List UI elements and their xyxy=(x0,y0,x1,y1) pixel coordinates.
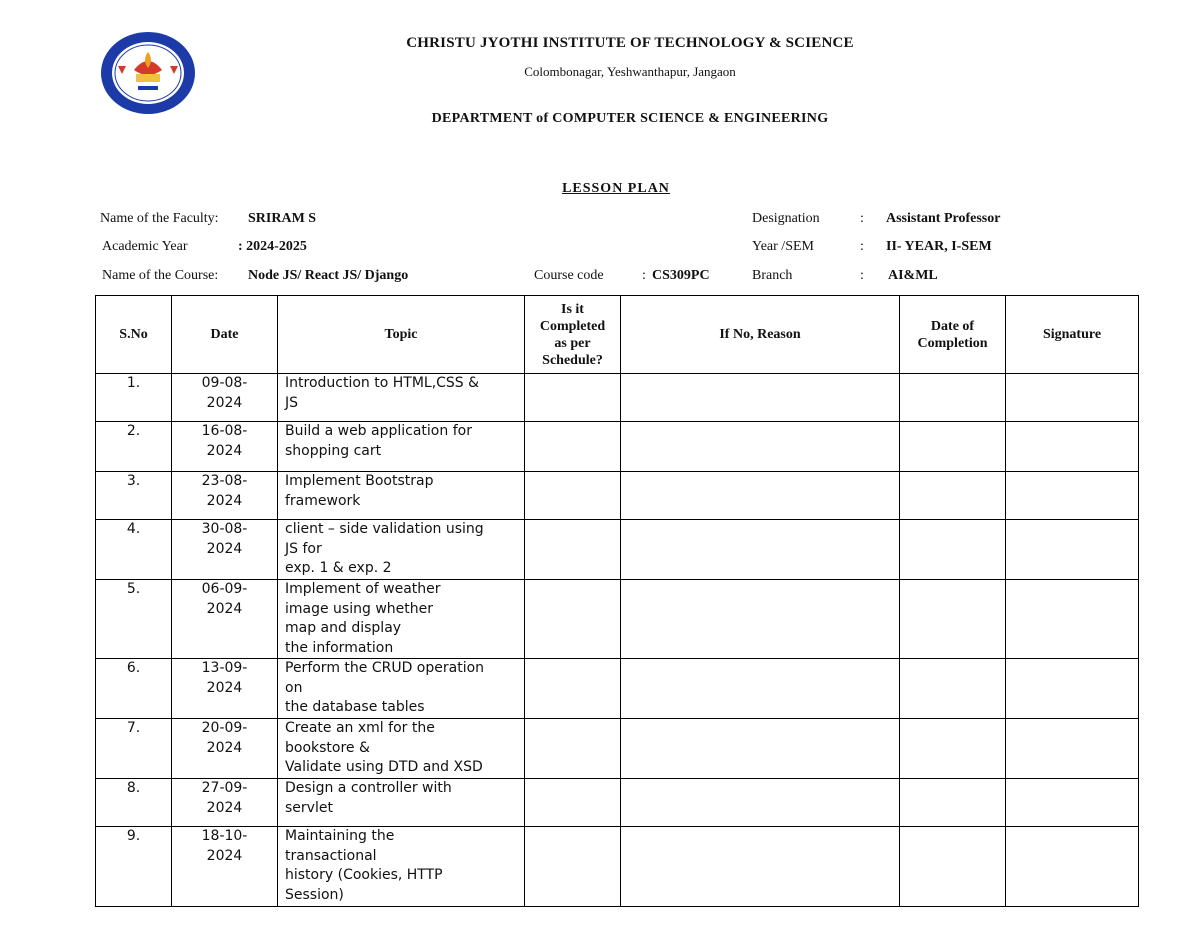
row-completed xyxy=(525,779,621,827)
row-date-of-completion xyxy=(900,659,1006,719)
row-reason xyxy=(621,827,900,907)
row-reason xyxy=(621,472,900,520)
row-date: 30-08- 2024 xyxy=(172,520,278,580)
branch-label: Branch xyxy=(752,268,793,283)
row-date-of-completion xyxy=(900,422,1006,472)
academic-year-value: : 2024-2025 xyxy=(238,239,307,254)
branch-colon: : xyxy=(860,268,864,283)
table-header-row xyxy=(96,296,1139,374)
row-reason xyxy=(621,719,900,779)
row-completed xyxy=(525,719,621,779)
course-value: Node JS/ React JS/ Django xyxy=(248,268,409,283)
table-row xyxy=(96,719,1139,779)
header-date: Date xyxy=(172,296,278,374)
course-label: Name of the Course: xyxy=(102,268,219,283)
row-sno: 6. xyxy=(96,659,172,719)
row-signature xyxy=(1006,827,1139,907)
table-row xyxy=(96,659,1139,719)
row-signature xyxy=(1006,719,1139,779)
header-completed-line: Is it xyxy=(561,301,584,317)
row-sno: 2. xyxy=(96,422,172,472)
row-topic: Design a controller with servlet xyxy=(278,779,525,827)
row-signature xyxy=(1006,520,1139,580)
row-reason xyxy=(621,422,900,472)
header-completed-line: as per xyxy=(554,335,591,351)
row-sno: 1. xyxy=(96,374,172,422)
row-sno: 8. xyxy=(96,779,172,827)
row-date-of-completion xyxy=(900,374,1006,422)
designation-value: Assistant Professor xyxy=(886,211,1001,226)
row-topic: Implement Bootstrap framework xyxy=(278,472,525,520)
row-topic: Maintaining the transactional history (Cookies, HTTP Session) xyxy=(278,827,525,907)
course-code-value: CS309PC xyxy=(652,268,710,283)
row-topic: Introduction to HTML,CSS & JS xyxy=(278,374,525,422)
row-date: 06-09- 2024 xyxy=(172,580,278,659)
row-topic: Implement of weather image using whether map and display the information xyxy=(278,580,525,659)
row-sno: 4. xyxy=(96,520,172,580)
table-row xyxy=(96,779,1139,827)
row-signature xyxy=(1006,580,1139,659)
table-row xyxy=(96,580,1139,659)
faculty-value: SRIRAM S xyxy=(248,211,317,226)
header-date-of-completion xyxy=(900,296,1006,374)
year-sem-colon: : xyxy=(860,239,864,254)
branch-value: AI&ML xyxy=(888,268,938,283)
department-name: DEPARTMENT of COMPUTER SCIENCE & ENGINEERING xyxy=(431,111,829,126)
row-topic: Create an xml for the bookstore & Validate using DTD and XSD xyxy=(278,719,525,779)
header-sno: S.No xyxy=(96,296,172,374)
row-sno: 3. xyxy=(96,472,172,520)
row-signature xyxy=(1006,472,1139,520)
row-topic: Build a web application for shopping cart xyxy=(278,422,525,472)
row-date-of-completion xyxy=(900,520,1006,580)
table-row xyxy=(96,827,1139,907)
row-reason xyxy=(621,520,900,580)
row-sno: 9. xyxy=(96,827,172,907)
row-date: 20-09- 2024 xyxy=(172,719,278,779)
row-date-of-completion xyxy=(900,779,1006,827)
row-date-of-completion xyxy=(900,827,1006,907)
header-signature: Signature xyxy=(1006,296,1139,374)
row-completed xyxy=(525,520,621,580)
row-date: 23-08- 2024 xyxy=(172,472,278,520)
row-date-of-completion xyxy=(900,580,1006,659)
institute-name: CHRISTU JYOTHI INSTITUTE OF TECHNOLOGY & SCIENCE xyxy=(406,35,854,51)
row-reason xyxy=(621,659,900,719)
header-reason: If No, Reason xyxy=(621,296,900,374)
table-body xyxy=(96,374,1139,907)
row-date: 09-08- 2024 xyxy=(172,374,278,422)
table-row xyxy=(96,422,1139,472)
row-sno: 7. xyxy=(96,719,172,779)
table-row xyxy=(96,472,1139,520)
year-sem-value: II- YEAR, I-SEM xyxy=(886,239,992,254)
row-reason xyxy=(621,779,900,827)
row-reason xyxy=(621,374,900,422)
header-completed-line: Schedule? xyxy=(542,352,603,368)
row-signature xyxy=(1006,659,1139,719)
row-date-of-completion xyxy=(900,719,1006,779)
row-signature xyxy=(1006,374,1139,422)
header-topic: Topic xyxy=(278,296,525,374)
row-date-of-completion xyxy=(900,472,1006,520)
lesson-plan-table xyxy=(95,295,1139,907)
course-code-colon: : xyxy=(642,268,646,283)
designation-label: Designation xyxy=(752,211,820,226)
row-topic: client – side validation using JS for exp. 1 & exp. 2 xyxy=(278,520,525,580)
row-signature xyxy=(1006,779,1139,827)
academic-year-label: Academic Year xyxy=(102,239,188,254)
header-completed-line: Completed xyxy=(539,318,606,334)
row-topic: Perform the CRUD operation on the database tables xyxy=(278,659,525,719)
row-completed xyxy=(525,472,621,520)
row-date: 13-09- 2024 xyxy=(172,659,278,719)
row-date: 16-08- 2024 xyxy=(172,422,278,472)
institute-address: Colombonagar, Yeshwanthapur, Jangaon xyxy=(524,64,736,79)
row-completed xyxy=(525,659,621,719)
header-doc-line: Date of xyxy=(930,318,975,334)
row-date: 18-10- 2024 xyxy=(172,827,278,907)
row-completed xyxy=(525,580,621,659)
designation-colon: : xyxy=(860,211,864,226)
row-sno: 5. xyxy=(96,580,172,659)
row-date: 27-09- 2024 xyxy=(172,779,278,827)
row-completed xyxy=(525,827,621,907)
year-sem-label: Year /SEM xyxy=(752,239,814,254)
header-doc-line: Completion xyxy=(917,335,988,351)
table-row xyxy=(96,520,1139,580)
header-completed xyxy=(525,296,621,374)
page-title: LESSON PLAN xyxy=(562,181,670,196)
row-signature xyxy=(1006,422,1139,472)
row-completed xyxy=(525,422,621,472)
faculty-label: Name of the Faculty: xyxy=(100,211,219,226)
row-completed xyxy=(525,374,621,422)
course-code-label: Course code xyxy=(534,268,604,283)
table-row xyxy=(96,374,1139,422)
row-reason xyxy=(621,580,900,659)
